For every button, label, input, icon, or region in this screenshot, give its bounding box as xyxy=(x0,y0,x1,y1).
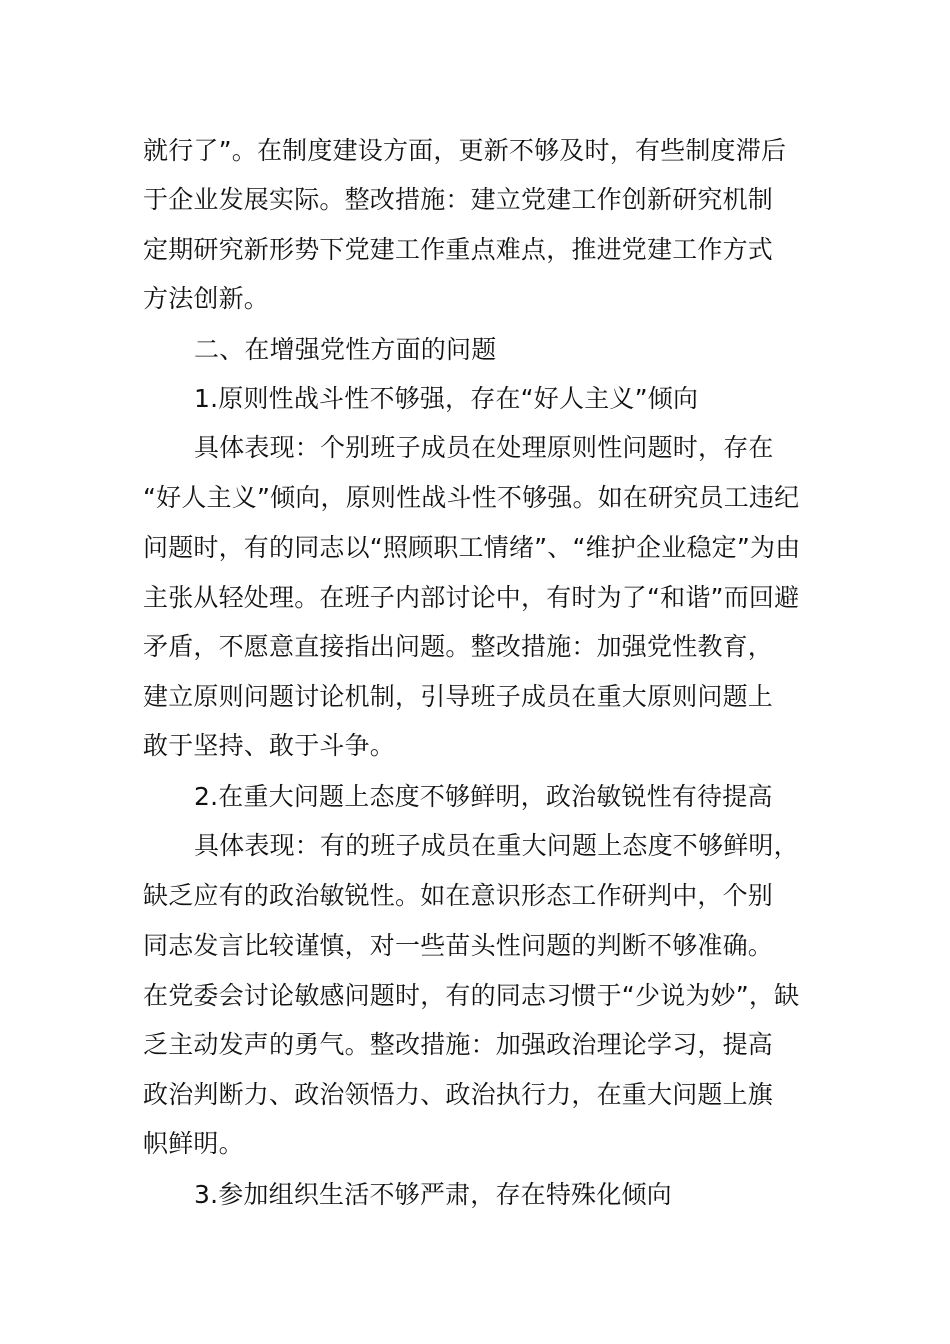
body-text-line: 同志发言比较谨慎，对一些苗头性问题的判断不够准确。 xyxy=(143,931,774,960)
body-text-line: 于企业发展实际。整改措施：建立党建工作创新研究机制 xyxy=(143,185,774,214)
body-text-line: 矛盾，不愿意直接指出问题。整改措施：加强党性教育， xyxy=(143,632,774,661)
body-text-line: 具体表现：个别班子成员在处理原则性问题时，存在 xyxy=(194,433,774,462)
body-text-line: 就行了”。在制度建设方面，更新不够及时，有些制度滞后 xyxy=(143,136,787,165)
body-text-line: 具体表现：有的班子成员在重大问题上态度不够鲜明， xyxy=(194,831,799,860)
body-text-line: 政治判断力、政治领悟力、政治执行力，在重大问题上旗 xyxy=(143,1080,774,1109)
subsection-heading: 1.原则性战斗性不够强，存在“好人主义”倾向 xyxy=(194,384,699,413)
body-text-line: 缺乏应有的政治敏锐性。如在意识形态工作研判中，个别 xyxy=(143,881,774,910)
body-text-line: 问题时，有的同志以“照顾职工情绪”、“维护企业稳定”为由 xyxy=(143,533,801,562)
body-text-line: 定期研究新形势下党建工作重点难点，推进党建工作方式 xyxy=(143,235,774,264)
section-heading: 二、在增强党性方面的问题 xyxy=(194,335,497,364)
body-text-line: 主张从轻处理。在班子内部讨论中，有时为了“和谐”而回避 xyxy=(143,583,800,612)
subsection-heading: 3.参加组织生活不够严肃，存在特殊化倾向 xyxy=(194,1180,672,1209)
body-text-line: 帜鲜明。 xyxy=(143,1129,244,1158)
body-text-line: 乏主动发声的勇气。整改措施：加强政治理论学习，提高 xyxy=(143,1030,774,1059)
subsection-heading: 2.在重大问题上态度不够鲜明，政治敏锐性有待提高 xyxy=(194,782,773,811)
body-text-line: “好人主义”倾向，原则性战斗性不够强。如在研究员工违纪 xyxy=(143,483,800,512)
body-text-line: 方法创新。 xyxy=(143,284,270,313)
body-text-line: 在党委会讨论敏感问题时，有的同志习惯于“少说为妙”，缺 xyxy=(143,981,800,1010)
body-text-line: 建立原则问题讨论机制，引导班子成员在重大原则问题上 xyxy=(143,682,774,711)
body-text-line: 敢于坚持、敢于斗争。 xyxy=(143,731,396,760)
